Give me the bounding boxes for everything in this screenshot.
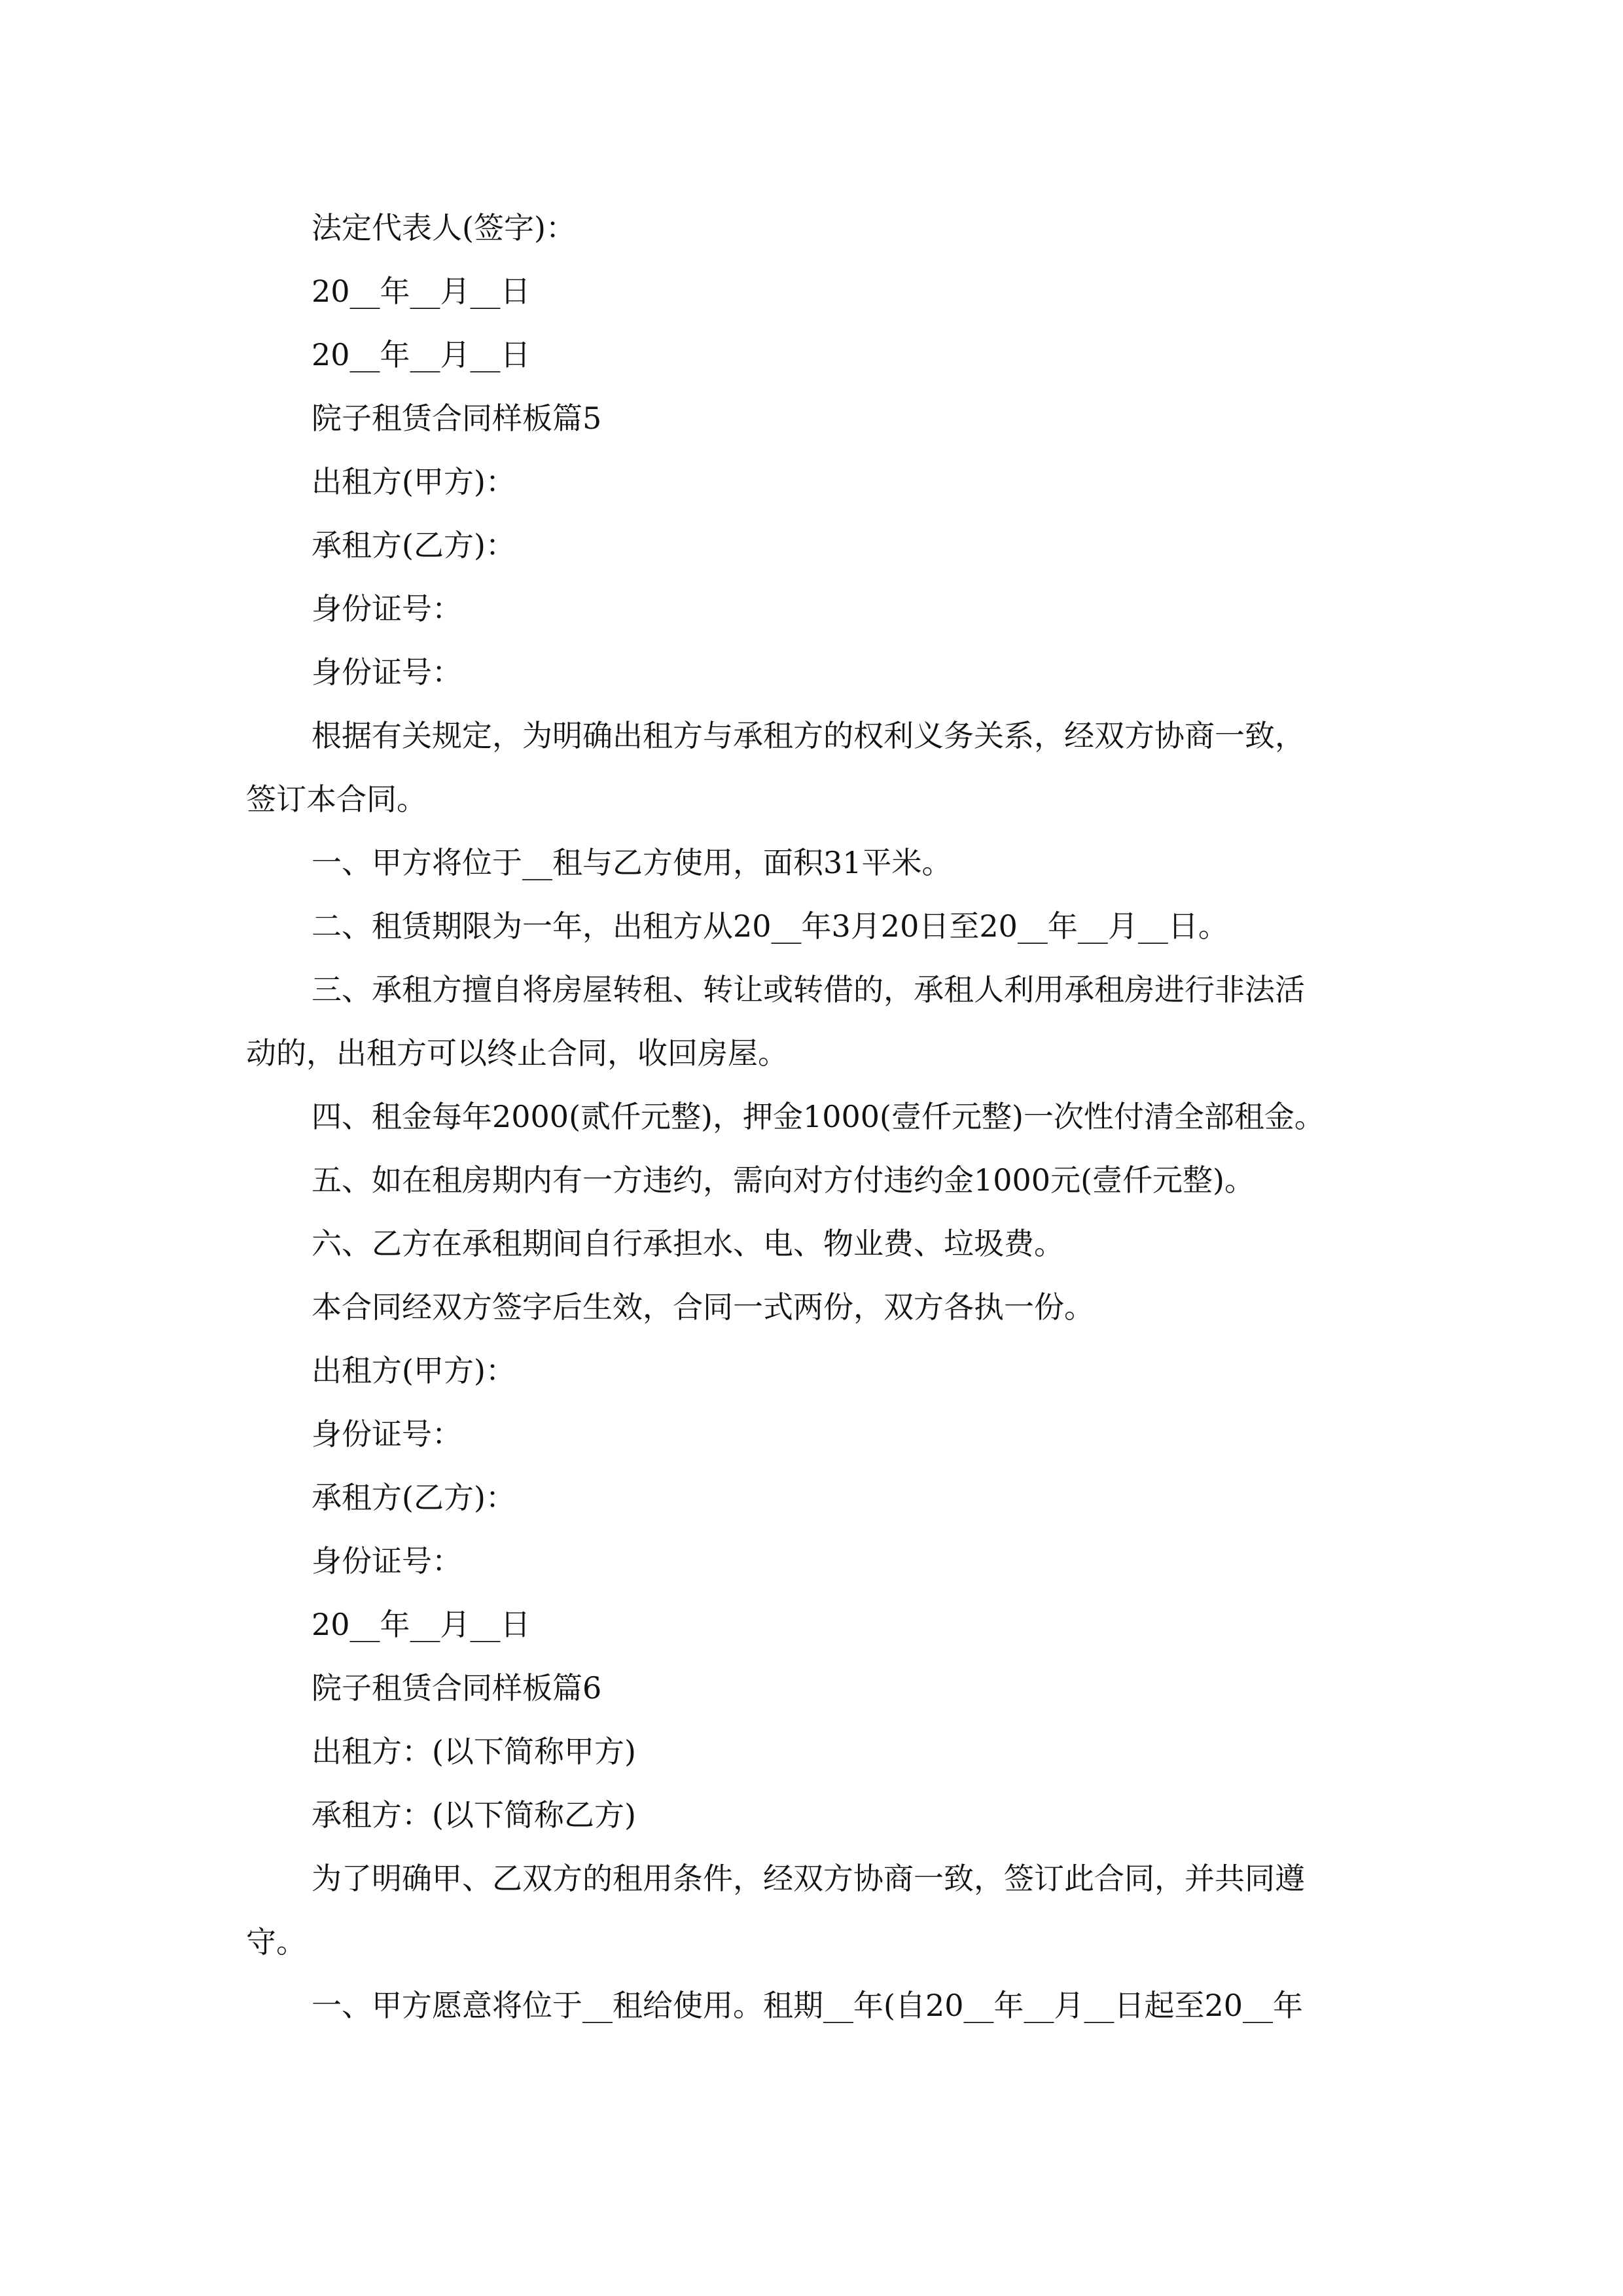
text-line: 出租方(甲方)：	[312, 464, 516, 499]
text-line: 本合同经双方签字后生效，合同一式两份，双方各执一份。	[312, 1289, 1094, 1325]
text-line: 承租方(乙方)：	[312, 1480, 516, 1515]
text-line: 法定代表人(签字)：	[312, 210, 576, 245]
text-line: 出租方：(以下简称甲方)	[312, 1734, 636, 1769]
text-line: 五、如在租房期内有一方违约，需向对方付违约金1000元(壹仟元整)。	[312, 1162, 1255, 1198]
text-line: 一、甲方将位于__租与乙方使用，面积31平米。	[312, 845, 952, 880]
section-heading: 院子租赁合同样板篇5	[312, 401, 602, 436]
text-line: 六、乙方在承租期间自行承担水、电、物业费、垃圾费。	[312, 1226, 1064, 1261]
section-heading: 院子租赁合同样板篇6	[312, 1670, 602, 1706]
text-line: 二、租赁期限为一年，出租方从20__年3月20日至20__年__月__日。	[312, 908, 1228, 944]
text-line: 三、承租方擅自将房屋转租、转让或转借的，承租人利用承租房进行非法活	[312, 972, 1305, 1007]
text-line: 身份证号：	[312, 1543, 462, 1579]
text-line: 20__年__月__日	[312, 1607, 531, 1642]
text-line: 身份证号：	[312, 1416, 462, 1452]
text-line: 出租方(甲方)：	[312, 1353, 516, 1388]
text-line: 承租方(乙方)：	[312, 528, 516, 563]
text-line: 守。	[246, 1924, 306, 1960]
text-line: 身份证号：	[312, 591, 462, 626]
text-line: 动的，出租方可以终止合同，收回房屋。	[246, 1035, 788, 1071]
text-line: 身份证号：	[312, 655, 462, 690]
text-line: 为了明确甲、乙双方的租用条件，经双方协商一致，签订此合同，并共同遵	[312, 1861, 1305, 1896]
text-line: 四、租金每年2000(贰仟元整)，押金1000(壹仟元整)一次性付清全部租金。	[312, 1099, 1325, 1134]
text-line: 20__年__月__日	[312, 274, 531, 309]
text-line: 一、甲方愿意将位于__租给使用。租期__年(自20__年__月__日起至20__年	[312, 1988, 1304, 2023]
text-line: 根据有关规定，为明确出租方与承租方的权利义务关系，经双方协商一致，	[312, 718, 1305, 753]
text-line: 承租方：(以下简称乙方)	[312, 1797, 636, 1833]
document-body	[246, 196, 1398, 2037]
text-line: 20__年__月__日	[312, 337, 531, 372]
text-line: 签订本合同。	[246, 781, 427, 817]
